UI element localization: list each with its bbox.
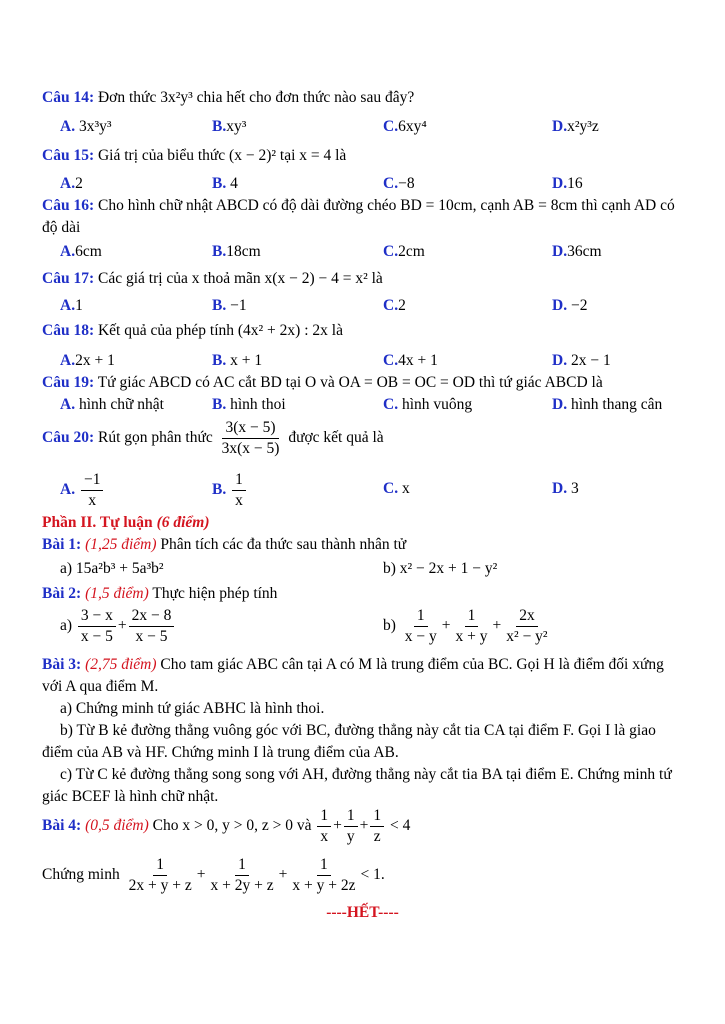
bai-3-a: a) Chứng minh tứ giác ABHC là hình thoi. [60,700,325,717]
end-marker: ----HẾT---- [326,904,399,921]
question-18: Câu 18: Kết quả của phép tính (4x² + 2x) : 2x là [42,322,343,339]
bai-3-c: c) Từ C kẻ đường thẳng song song với AH, đường thẳng này cắt tia BA tại điểm E. Chứng minh tứ giác BCEF là hình chữ nhật. [42,766,672,805]
bai-2-parts: a) $\frac{3 - x}{x - 5}$ + $\frac{2x - 8}{x - 5}$ b) $\frac{1}{x - y}$ + $\frac{1}{x + y}$ + $\frac{2x}{\text{x² − y²}}$ [60,607,548,645]
question-14: Câu 14: Đơn thức 3x²y³ chia hết cho đơn thức nào sau đây? [42,89,415,106]
bai-3: Bài 3: (2,75 điểm) Cho tam giác ABC cân tại A có M là trung điểm của BC. Gọi H là điểm đối xứng với A qua điểm M. [42,656,664,695]
question-16: Câu 16: Cho hình chữ nhật ABCD có độ dài đường chéo BD = 10cm, cạnh AB = 8cm thì cạnh AD có độ dài [42,197,675,236]
bai-2: Bài 2: (1,5 điểm) Thực hiện phép tính [42,585,278,602]
bai-3-b: b) Từ B kẻ đường thẳng vuông góc với BC, đường thẳng này cắt tia CA tại điểm F. Gọi I là giao điểm của AB và HF. Chứng minh I là trung điểm của AB. [42,722,656,761]
fraction: $\frac{3(x - 5)}{3x(x - 5)}$ [221,419,280,457]
bai-1: Bài 1: (1,25 điểm) Phân tích các đa thức sau thành nhân tử [42,536,407,553]
question-17: Câu 17: Các giá trị của x thoả mãn x(x − 2) − 4 = x² là [42,270,383,287]
exam-page: Câu 14: Đơn thức 3x²y³ chia hết cho đơn thức nào sau đây? A. 3x³y³ B.xy³ C.6xy⁴ D.x²y³z Câu 15: Giá trị của biểu thức (x − 2)² tại x = 4 là A.2 B. 4 C.−8 D.16 Câu 16: Cho hình chữ nhật ABCD có độ dài đường chéo BD = 10cm, cạnh AB = 8cm thì cạnh AD có độ dài A.6cm B.18cm C.2cm D.36cm Câu 17: Các giá trị của x thoả mãn x(x − 2) − 4 = x² là A.1 B. −1 C.2 D. −2 Câu 18: Kết quả của phép tính (4x² + 2x) : 2x là A.2x + 1 B. x + 1 C.4x + 1 D. 2x − 1 Câu 19: Tứ giác ABCD có AC cắt BD tại O và OA = OB = OC = OD thì tứ giác ABCD là A. hình chữ nhật B. hình thoi C. hình vuông D. hình thang cân Câu 20: Rút gọn phân thức $\frac{3(x - 5)}{3x(x - 5)}$ được kết quả là A. $\frac{-1}{x}$ B. $\frac{1}{x}$ C. x D. 3 Phần II. Tự luận (6 điểm) Bài 1: (1,25 điểm) Phân tích các đa thức sau thành nhân tử a) 15a²b³ + 5a³b² b) x² − 2x + 1 − y² Bài 2: (1,5 điểm) Thực hiện phép tính a) $\frac{3 - x}{x - 5}$ + $\frac{2x - 8}{x - 5}$ b) $\frac{1}{x - y}$ + $\frac{1}{x + y}$ + $\frac{2x}{\text{x² − y²}}$ Bài 3: (2,75 điểm) Cho tam giác ABC cân tại A có M là trung điểm của BC. Gọi H là điểm đối xứng với A qua điểm M. a) Chứng minh tứ giác ABHC là hình thoi. b) Từ B kẻ đường thẳng vuông góc với BC, đường thẳng này cắt tia CA tại điểm F. Gọi I là giao điểm của AB và HF. Chứng minh I là trung điểm của AB. c) Từ C kẻ đường thẳng song song với AH, đường thẳng này cắt tia BA tại điểm E. Chứng minh tứ giác BCEF là hình chữ nhật. Bài 4: (0,5 điểm) Cho x > 0, y > 0, z > 0 và $\frac{1}{x}$ + $\frac{1}{y}$ + $\frac{1}{z}$ < 4 Chứng minh $\frac{1}{2x + y + z}$ + $\frac{1}{x + 2y + z}$ + $\frac{1}{x + y + 2z}$ < 1. ----HẾT---- [0,0,725,1024]
question-20: Câu 20: Rút gọn phân thức $\frac{3(x - 5)}{3x(x - 5)}$ được kết quả là [42,419,384,457]
bai-4-prove: Chứng minh $\frac{1}{2x + y + z}$ + $\frac{1}{x + 2y + z}$ + $\frac{1}{x + y + 2z}$ < 1. [42,856,385,894]
part-2-title: Phần II. Tự luận (6 điểm) [42,514,210,531]
question-15: Câu 15: Giá trị của biểu thức (x − 2)² tại x = 4 là [42,147,347,164]
bai-4: Bài 4: (0,5 điểm) Cho x > 0, y > 0, z > 0 và $\frac{1}{x}$ + $\frac{1}{y}$ + $\frac{1}{z}$ < 4 [42,807,411,845]
question-19: Câu 19: Tứ giác ABCD có AC cắt BD tại O và OA = OB = OC = OD thì tứ giác ABCD là [42,374,603,391]
question-20-options: A. $\frac{-1}{x}$ B. $\frac{1}{x}$ C. x D. 3 [60,471,579,509]
